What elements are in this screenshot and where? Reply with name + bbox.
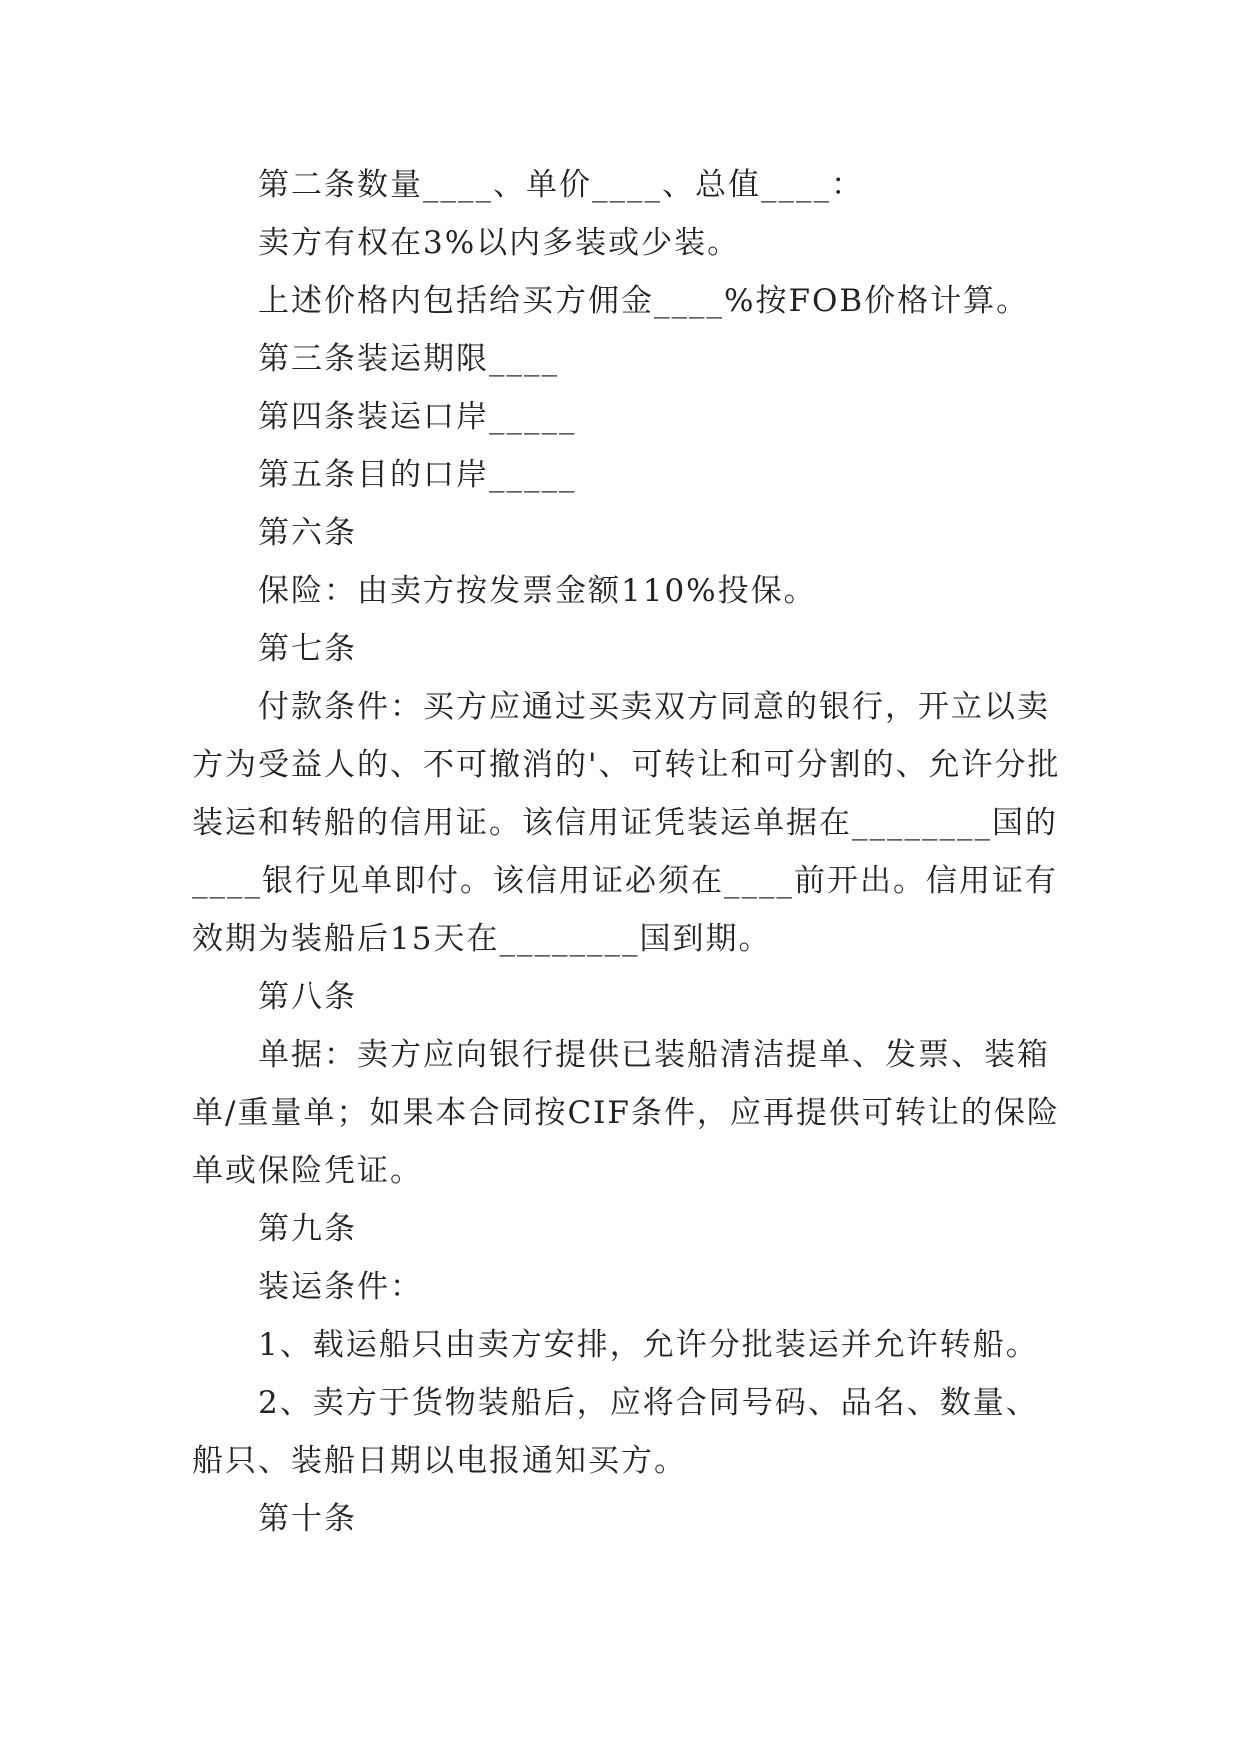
commission-note: 上述价格内包括给买方佣金____%按FOB价格计算。 bbox=[258, 283, 1030, 319]
documents-text: 单据：卖方应向银行提供已装船清洁提单、发票、装箱单/重量单；如果本合同按CIF条件，应再提供可转让的保险单或保险凭证。 bbox=[192, 1037, 1060, 1189]
clause-8-heading: 第八条 bbox=[258, 979, 357, 1015]
clause-5-destination-port: 第五条目的口岸_____ bbox=[258, 457, 577, 493]
clause-9-heading: 第九条 bbox=[258, 1211, 357, 1247]
clause-7-heading: 第七条 bbox=[258, 631, 357, 667]
clause-3-shipment-period: 第三条装运期限____ bbox=[258, 341, 559, 377]
clause-10-heading: 第十条 bbox=[258, 1501, 357, 1537]
clause-6-heading: 第六条 bbox=[258, 515, 357, 551]
quantity-tolerance: 卖方有权在3%以内多装或少装。 bbox=[258, 225, 741, 261]
payment-terms-text: 付款条件：买方应通过买卖双方同意的银行，开立以卖方为受益人的、不可撤消的'、可转让和可分割的、允许分批装运和转船的信用证。该信用证凭装运单据在________国的____银行见单即付。该信用证必须在____前开出。信用证有效期为装船后15天在________国到期。 bbox=[192, 689, 1061, 957]
clause-4-loading-port: 第四条装运口岸_____ bbox=[258, 399, 577, 435]
insurance-text: 保险：由卖方按发票金额110%投保。 bbox=[258, 573, 817, 609]
shipping-term-2: 2、卖方于货物装船后，应将合同号码、品名、数量、船只、装船日期以电报通知买方。 bbox=[192, 1385, 1039, 1479]
shipping-terms-heading: 装运条件： bbox=[258, 1269, 423, 1305]
document-body bbox=[192, 156, 1062, 1548]
shipping-term-1: 1、载运船只由卖方安排，允许分批装运并允许转船。 bbox=[258, 1327, 1039, 1363]
clause-2-quantity-price: 第二条数量____、单价____、总值____： bbox=[258, 167, 864, 203]
